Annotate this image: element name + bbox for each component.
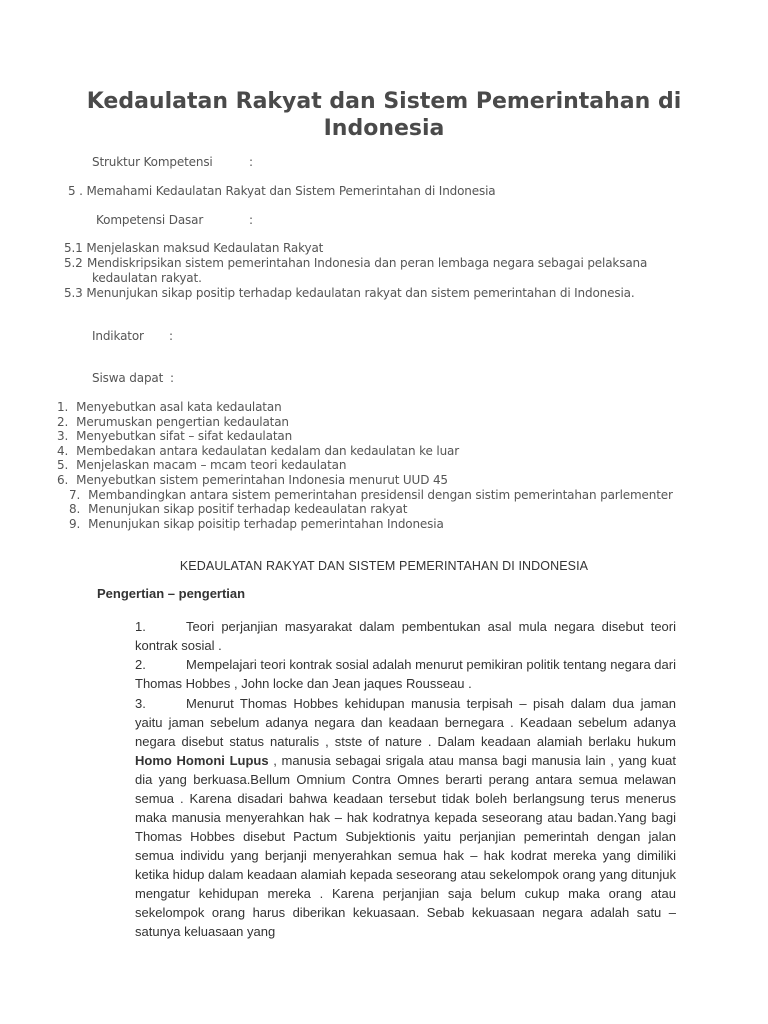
indikator-label: Indikator	[92, 329, 144, 343]
kompetensi-dasar-colon: :	[249, 213, 253, 227]
paragraph-number: 3.	[135, 696, 146, 711]
list-number: 6.	[57, 473, 69, 487]
paragraph-text: Teori perjanjian masyarakat dalam pembentukan asal mula negara disebut teori kontrak sosial .	[135, 619, 676, 653]
list-number: 2.	[57, 415, 69, 429]
list-text: Membedakan antara kedaulatan kedalam dan kedaulatan ke luar	[76, 444, 460, 458]
term-homo-homoni-lupus: Homo Homoni Lupus	[135, 753, 269, 768]
paragraph-text: , manusia sebagai srigala atau mansa bagi manusia lain , yang kuat dia yang berkuasa.Bellum Omnium Contra Omnes berarti perang antara semua melawan semua . Karena disadari bahwa keadaan tersebut tidak boleh berlangsung terus menerus maka manusia menyerahkan hak – hak kodratnya kepada seseorang atau badan.Yang bagi Thomas Hobbes disebut Pactum Subjektionis yaitu perjanjian pemerintah dengan jalan semua individu yang berjanji menyerahkan semua hak – hak kodrat mereka yang dimiliki ketika hidup dalam keadaan alamiah kepada seseorang atau sekelompok orang yang ditunjuk mengatur kehidupan mereka . Karena perjanjian saja belum cukup maka orang atau sekelompok orang harus diberikan kekuasaan. Sebab kekuasaan negara adalah satu – satunya keluasaan yang	[135, 753, 676, 939]
list-item	[69, 488, 673, 502]
section-heading: KEDAULATAN RAKYAT DAN SISTEM PEMERINTAHAN DI INDONESIA	[179, 559, 589, 573]
list-item	[57, 400, 282, 414]
list-item	[57, 415, 289, 429]
list-number: 5.	[57, 458, 69, 472]
list-text: Merumuskan pengertian kedaulatan	[76, 415, 289, 429]
list-item	[57, 444, 459, 458]
list-item	[57, 429, 292, 443]
list-number: 7.	[69, 488, 81, 502]
list-number: 1.	[57, 400, 69, 414]
paragraph-text: Mempelajari teori kontrak sosial adalah menurut pemikiran politik tentang negara dari Thomas Hobbes , John locke dan Jean jaques Rousseau .	[135, 657, 676, 691]
kd-text: Menjelaskan maksud Kedaulatan Rakyat	[86, 241, 324, 255]
list-item	[57, 458, 346, 472]
list-text: Menunjukan sikap poisitip terhadap pemerintahan Indonesia	[88, 517, 444, 531]
kd-text: Menunjukan sikap positip terhadap kedaulatan rakyat dan sistem pemerintahan di Indonesia.	[86, 286, 635, 300]
struktur-kompetensi-label: Struktur Kompetensi	[92, 155, 213, 169]
list-text: Membandingkan antara sistem pemerintahan presidensil dengan sistim pemerintahan parlementer	[88, 488, 673, 502]
list-text: Menyebutkan asal kata kedaulatan	[76, 400, 282, 414]
document-title: Kedaulatan Rakyat dan Sistem Pemerintahan di Indonesia	[86, 89, 682, 141]
paragraph-number: 2.	[135, 657, 146, 672]
struktur-colon: :	[249, 155, 253, 169]
list-text: Menyebutkan sifat – sifat kedaulatan	[76, 429, 293, 443]
paragraph	[135, 694, 676, 941]
list-text: Menjelaskan macam – mcam teori kedaulatan	[76, 458, 347, 472]
kd-num: 5.2	[64, 256, 83, 270]
list-number: 3.	[57, 429, 69, 443]
kd-text: Mendiskripsikan sistem pemerintahan Indonesia dan peran lembaga negara sebagai pelaksana	[87, 256, 648, 270]
list-number: 9.	[69, 517, 81, 531]
siswa-dapat-label: Siswa dapat	[92, 371, 164, 385]
list-item	[69, 517, 444, 531]
list-number: 8.	[69, 502, 81, 516]
paragraph-number: 1.	[135, 619, 146, 634]
list-text: Menunjukan sikap positif terhadap kedeaulatan rakyat	[88, 502, 408, 516]
list-text: Menyebutkan sistem pemerintahan Indonesia menurut UUD 45	[76, 473, 448, 487]
kd-num: 5.1	[64, 241, 83, 255]
kd-text-continuation: kedaulatan rakyat.	[92, 271, 202, 285]
kd-item	[64, 241, 323, 255]
paragraph	[135, 655, 676, 693]
indikator-colon: :	[169, 329, 173, 343]
standar-kompetensi-item: 5 . Memahami Kedaulatan Rakyat dan Sistem Pemerintahan di Indonesia	[68, 184, 496, 198]
subheading-pengertian: Pengertian – pengertian	[97, 586, 246, 601]
list-item	[69, 502, 407, 516]
list-number: 4.	[57, 444, 69, 458]
siswa-dapat-colon: :	[170, 371, 174, 385]
kompetensi-dasar-label: Kompetensi Dasar	[96, 213, 204, 227]
paragraph-text: Menurut Thomas Hobbes kehidupan manusia terpisah – pisah dalam dua jaman yaitu jaman sebelum adanya negara dan keadaan bernegara . Keadaan sebelum adanya negara disebut status naturalis , stste of nature . Dalam keadaan alamiah berlaku hukum	[135, 696, 676, 749]
paragraph	[135, 617, 676, 655]
kd-num: 5.3	[64, 286, 83, 300]
list-item	[57, 473, 448, 487]
kd-item	[64, 286, 635, 300]
